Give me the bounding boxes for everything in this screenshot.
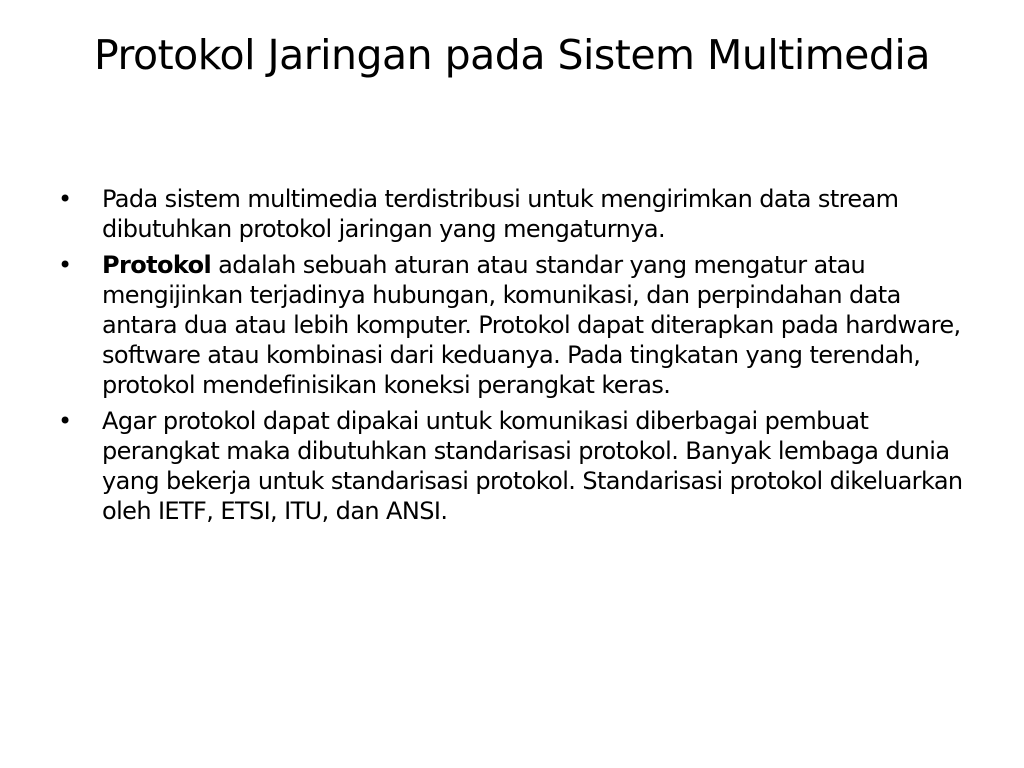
bullet-text: Agar protokol dapat dipakai untuk komunikasi diberbagai pembuat perangkat maka dibutuhkan standarisasi protokol. Banyak lembaga dunia yang bekerja untuk standarisasi protokol. Standarisasi protokol dikeluarkan oleh IETF, ETSI, ITU, dan ANSI.	[102, 407, 963, 525]
bullet-item	[58, 250, 968, 400]
bullet-text: Pada sistem multimedia terdistribusi untuk mengirimkan data stream dibutuhkan protokol jaringan yang mengaturnya.	[102, 185, 899, 243]
slide-title: Protokol Jaringan pada Sistem Multimedia	[94, 31, 930, 79]
bullet-lead-term: Protokol	[102, 251, 212, 279]
bullet-icon: •	[58, 251, 72, 279]
bullet-item	[58, 184, 968, 244]
bullet-icon: •	[58, 407, 72, 435]
bullet-list	[58, 184, 968, 532]
bullet-icon: •	[58, 185, 72, 213]
bullet-text: adalah sebuah aturan atau standar yang mengatur atau mengijinkan terjadinya hubungan, komunikasi, dan perpindahan data antara dua atau lebih komputer. Protokol dapat diterapkan pada hardware, software atau kombinasi dari keduanya. Pada tingkatan yang terendah, protokol mendefinisikan koneksi perangkat keras.	[102, 251, 961, 399]
bullet-item	[58, 406, 968, 526]
